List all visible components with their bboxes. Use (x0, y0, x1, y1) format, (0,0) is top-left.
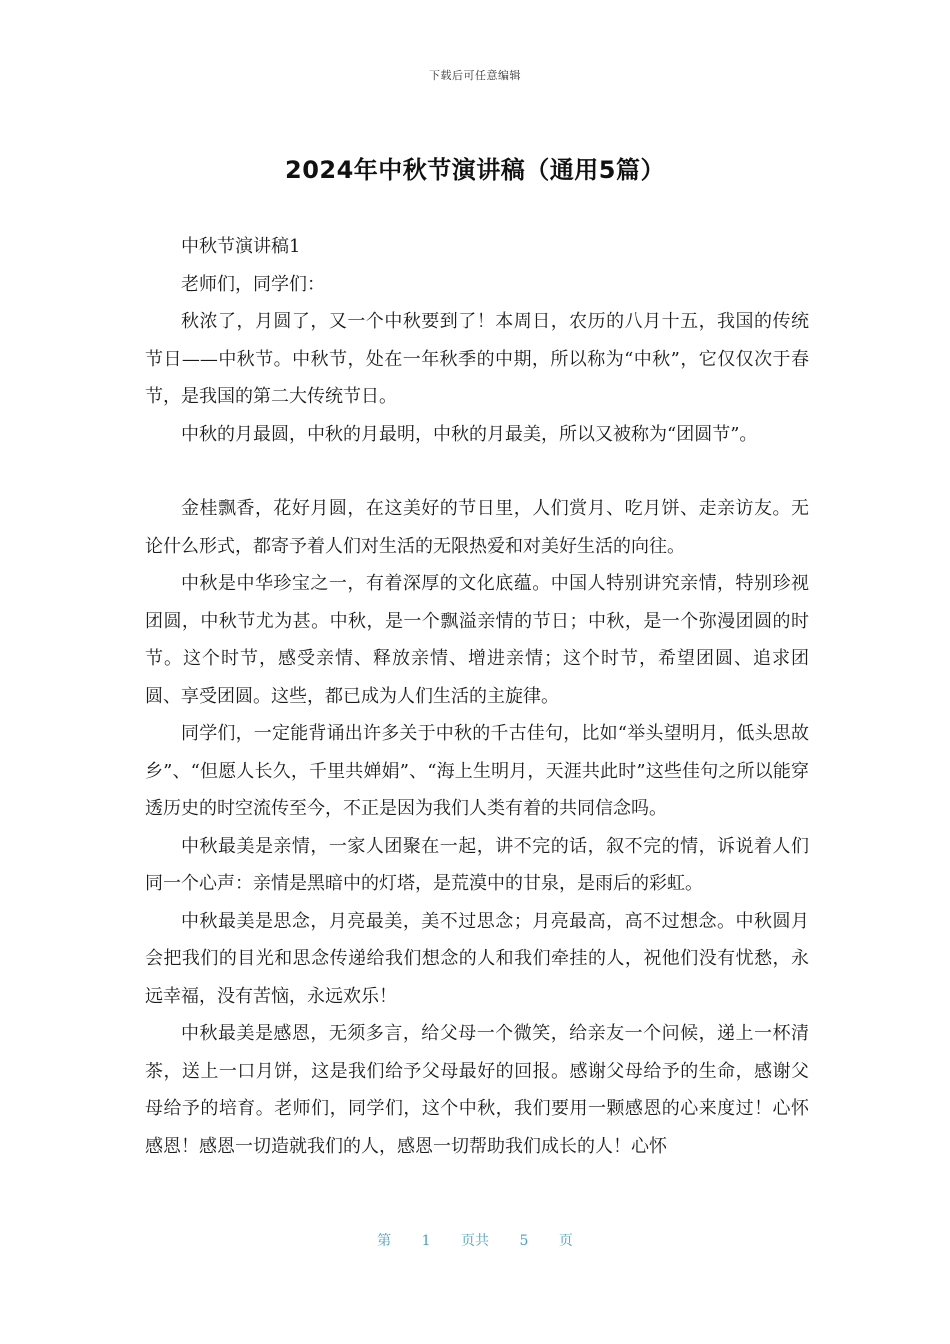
footer-prefix: 第 (377, 1233, 392, 1249)
section-heading: 中秋节演讲稿1 (181, 236, 301, 257)
paragraph: 中秋最美是思念，月亮最美，美不过思念；月亮最高，高不过想念。中秋圆月会把我们的目光和思念传递给我们想念的人和我们牵挂的人，祝他们没有忧愁，永远幸福，没有苦恼，永远欢乐！ (145, 910, 809, 1007)
page-header-note: 下载后可任意编辑 (429, 69, 521, 82)
salutation: 老师们，同学们： (181, 273, 325, 295)
footer-suffix: 页 (558, 1233, 573, 1249)
paragraph: 秋浓了，月圆了，又一个中秋要到了！本周日，农历的八月十五，我国的传统节日——中秋节。中秋节，处在一年秋季的中期，所以称为“中秋”，它仅仅次于春节，是我国的第二大传统节日。 (145, 311, 809, 407)
paragraph: 中秋最美是亲情，一家人团聚在一起，讲不完的话，叙不完的情，诉说着人们同一个心声：亲情是黑暗中的灯塔，是荒漠中的甘泉，是雨后的彩虹。 (145, 835, 809, 894)
paragraph: 中秋的月最圆，中秋的月最明，中秋的月最美，所以又被称为“团圆节”。 (181, 423, 758, 445)
total-pages-number: 5 (519, 1233, 529, 1249)
page-number-footer (0, 1230, 950, 1250)
footer-middle: 页共 (461, 1233, 489, 1249)
paragraph: 同学们，一定能背诵出许多关于中秋的千古佳句，比如“举头望明月，低头思故乡”、“但愿人长久，千里共婵娟”、“海上生明月，天涯共此时”这些佳句之所以能穿透历史的时空流传至今，不正是因为我们人类有着的共同信念吗。 (145, 723, 809, 819)
document-body (145, 228, 809, 1165)
paragraph: 中秋最美是感恩，无须多言，给父母一个微笑，给亲友一个问候，递上一杯清茶，送上一口月饼，这是我们给予父母最好的回报。感谢父母给予的生命，感谢父母给予的培育。老师们，同学们，这个中秋，我们要用一颗感恩的心来度过！心怀感恩！感恩一切造就我们的人，感恩一切帮助我们成长的人！心怀 (145, 1023, 809, 1157)
paragraph: 中秋是中华珍宝之一，有着深厚的文化底蕴。中国人特别讲究亲情，特别珍视团圆，中秋节尤为甚。中秋，是一个飘溢亲情的节日；中秋，是一个弥漫团圆的时节。这个时节，感受亲情、释放亲情、增进亲情；这个时节，希望团圆、追求团圆、享受团圆。这些，都已成为人们生活的主旋律。 (145, 573, 809, 707)
current-page-number: 1 (421, 1233, 431, 1249)
paragraph: 金桂飘香，花好月圆，在这美好的节日里，人们赏月、吃月饼、走亲访友。无论什么形式，都寄予着人们对生活的无限热爱和对美好生活的向往。 (145, 498, 809, 557)
document-title: 2024年中秋节演讲稿（通用5篇） (285, 156, 665, 184)
